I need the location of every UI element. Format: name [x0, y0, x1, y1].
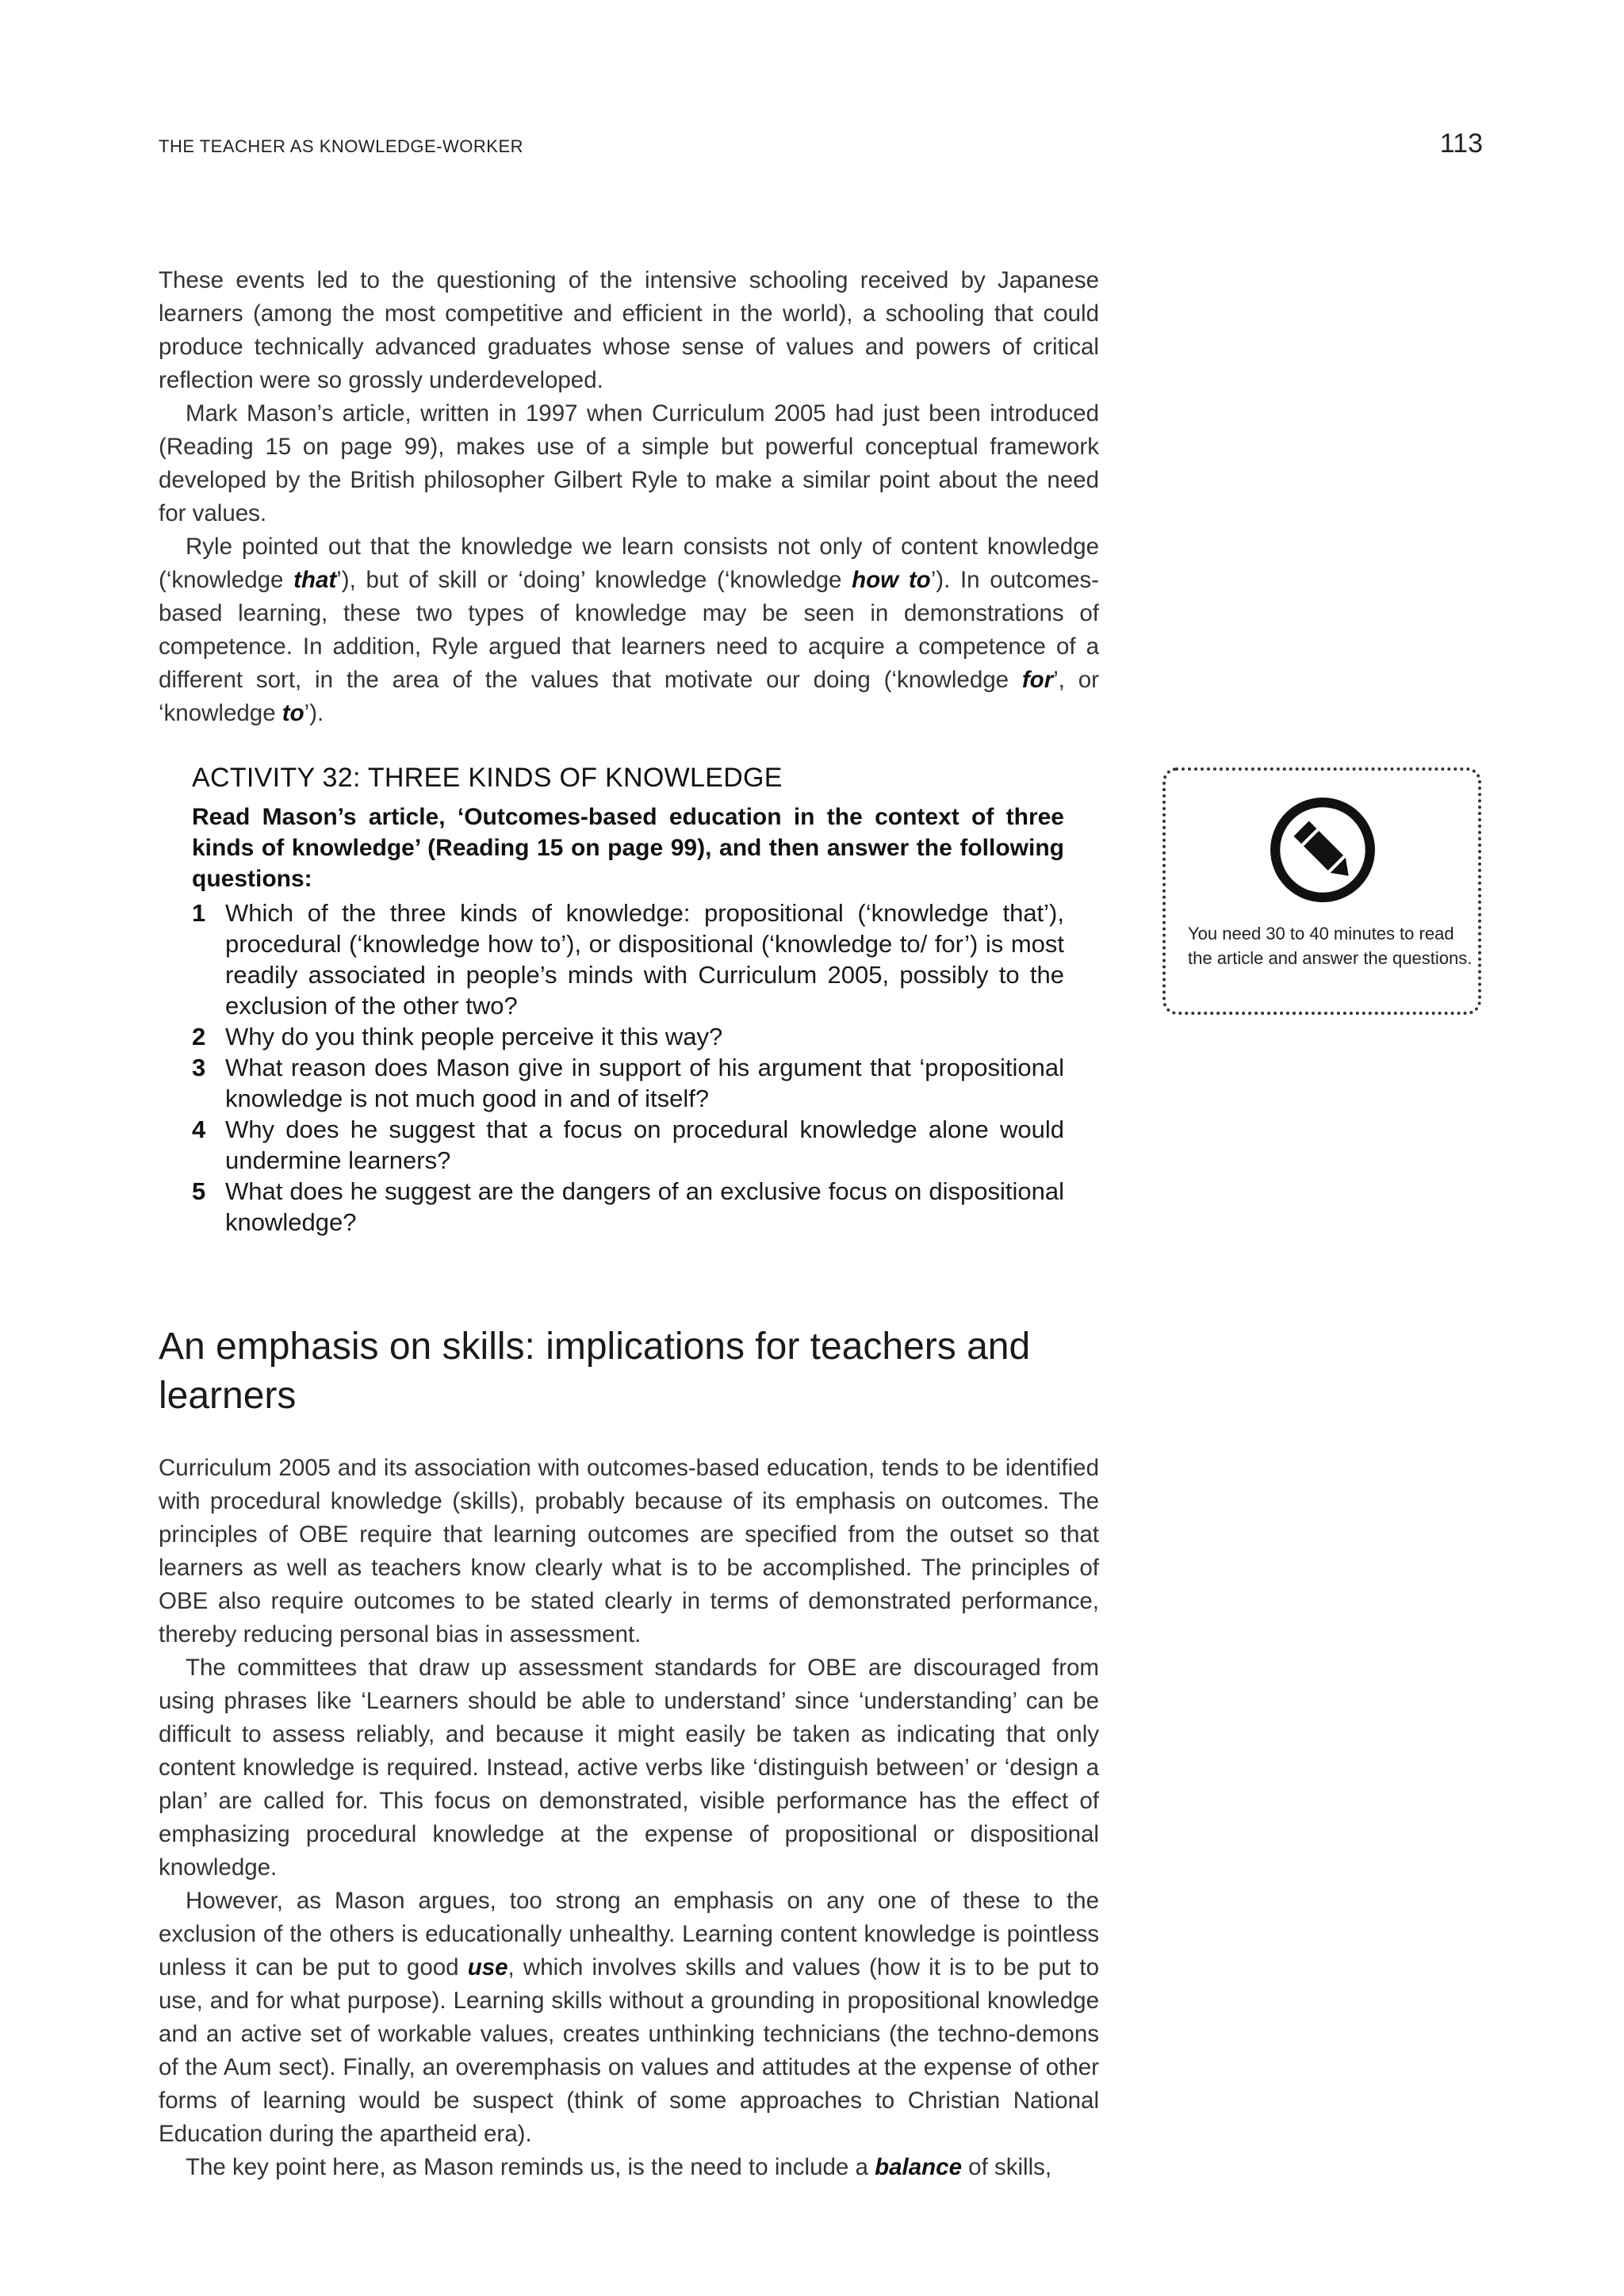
section-text [159, 1452, 1099, 2184]
list-item [192, 1052, 1064, 1114]
question-text: What reason does Mason give in support of his argument that ‘propositional knowledge is not much good in and of itself? [225, 1054, 1064, 1112]
list-item [192, 1176, 1064, 1238]
emphasis: to [282, 700, 304, 726]
text-run: ’). In outcomes-based learning, these two types of knowledge may be seen in demonstrations of competence. In addition, Ryle argued that learners need to acquire a competence of a different sort, in the area of the values that motivate our doing (‘knowledge [159, 567, 1100, 693]
emphasis: that [293, 567, 337, 593]
emphasis: how to [852, 567, 931, 593]
question-text: Why do you think people perceive it this way? [225, 1023, 723, 1050]
text-run: , which involves skills and values (how it is to be put to use, and for what purpose). Learning skills without a grounding in propositional knowledge and an active set of workable values, creates unthinking technicians (the techno-demons of the Aum sect). Finally, an overemphasis on values and attitudes at the expense of other forms of learning would be suspect (think of some approaches to Christian National Education during the apartheid era). [159, 1954, 1099, 2147]
paragraph [159, 2151, 1099, 2184]
margin-note-box [1162, 767, 1481, 1015]
question-list [192, 897, 1064, 1238]
question-text: Which of the three kinds of knowledge: propositional (‘knowledge that’), procedural (‘knowledge how to’), or dispositional (‘knowledge to/ for’) is most readily associated in people’s minds with Curriculum 2005, possibly to the exclusion of the other two? [225, 899, 1064, 1020]
question-number: 4 [192, 1115, 206, 1143]
question-number: 5 [192, 1177, 206, 1205]
question-text: Why does he suggest that a focus on procedural knowledge alone would undermine learners? [225, 1115, 1064, 1174]
list-item [192, 1021, 1064, 1052]
activity-title: ACTIVITY 32: THREE KINDS OF KNOWLEDGE [192, 763, 783, 793]
paragraph [159, 530, 1099, 730]
paragraph: Curriculum 2005 and its association with outcomes-based education, tends to be identified with procedural knowledge (skills), probably because of its emphasis on outcomes. The principles of OBE require that learning outcomes are specified from the outset so that learners as well as teachers know clearly what is to be accomplished. The principles of OBE also require outcomes to be stated clearly in terms of demonstrated performance, thereby reducing personal bias in assessment. [159, 1455, 1099, 1647]
section-heading-wrap [159, 1322, 1099, 1421]
question-number: 3 [192, 1054, 206, 1081]
list-item [192, 1114, 1064, 1176]
text-run: Ryle pointed out that the knowledge we learn consists not only of content knowledge (‘knowledge [159, 534, 1099, 593]
text-run: ’), but of skill or ‘doing’ knowledge (‘knowledge [336, 567, 852, 593]
question-number: 2 [192, 1023, 206, 1050]
margin-note-text: You need 30 to 40 minutes to read the article and answer the questions. [1188, 924, 1473, 968]
list-item [192, 897, 1064, 1021]
paragraph [159, 1885, 1099, 2151]
text-run: ’). [304, 700, 324, 726]
paragraph: The committees that draw up assessment standards for OBE are discouraged from using phrases like ‘Learners should be able to understand’ since ‘understanding’ can be difficult to assess reliably, and because it might easily be taken as indicating that only content knowledge is required. Instead, active verbs like ‘distinguish between’ or ‘design a plan’ are called for. This focus on demonstrated, visible performance has the effect of emphasizing procedural knowledge at the expense of propositional or dispositional knowledge. [159, 1655, 1099, 1881]
paragraph: Mark Mason’s article, written in 1997 when Curriculum 2005 had just been introduced (Reading 15 on page 99), makes use of a simple but powerful conceptual framework developed by the British philosopher Gilbert Ryle to make a similar point about the need for values. [159, 400, 1099, 526]
emphasis: use [467, 1954, 508, 1980]
text-run: of skills, [961, 2154, 1052, 2180]
activity-instructions: Read Mason’s article, ‘Outcomes-based education in the context of three kinds of knowledge’ (Reading 15 on page 99), and then answer the following questions: [192, 804, 1064, 892]
question-number: 1 [192, 899, 206, 927]
text-run: However, as Mason argues, too strong an emphasis on any one of these to the exclusion of the others is educationally unhealthy. Learning content knowledge is pointless unless it can be put to good [159, 1888, 1099, 1980]
running-head: THE TEACHER AS KNOWLEDGE-WORKER [159, 136, 524, 156]
paragraph: These events led to the questioning of the intensive schooling received by Japanese learners (among the most competitive and efficient in the world), a schooling that could produce technically advanced graduates whose sense of values and powers of critical reflection were so grossly underdeveloped. [159, 267, 1099, 393]
pencil-icon [1269, 796, 1377, 904]
emphasis: balance [875, 2154, 962, 2180]
activity-block [192, 763, 1064, 1238]
emphasis: for [1021, 667, 1054, 693]
intro-text [159, 264, 1099, 730]
page-number: 113 [1439, 128, 1483, 159]
text-run: ’, or ‘knowledge [159, 667, 1099, 726]
section-heading: An emphasis on skills: implications for teachers and learners [159, 1326, 1031, 1417]
question-text: What does he suggest are the dangers of an exclusive focus on dispositional knowledge? [225, 1177, 1064, 1236]
text-run: The key point here, as Mason reminds us, is the need to include a [186, 2154, 875, 2180]
